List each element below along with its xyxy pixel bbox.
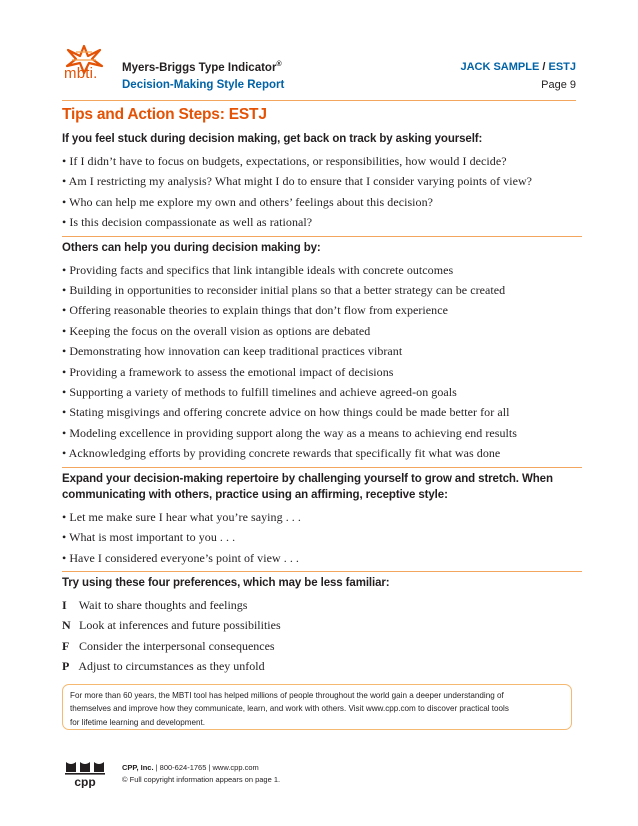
person-name: JACK SAMPLE [460,61,540,73]
list-item: • Am I restricting my analysis? What might I do to ensure that I consider varying points of view? [62,171,582,191]
company-contact [122,763,259,772]
list-item: • If I didn’t have to focus on budgets, expectations, or responsibilities, how would I decide? [62,151,582,171]
footer-box-line: for lifetime learning and development. [70,717,205,727]
cpp-logo-icon [64,760,108,788]
footer-info-box [62,684,572,730]
list-item: • Modeling excellence in providing support along the way as a means to achieving end results [62,423,582,443]
section-heading-others: Others can help you during decision making by: [62,241,321,254]
page-number: Page 9 [541,79,576,91]
preference-text: Adjust to circumstances as they unfold [78,659,265,674]
list-item: • Keeping the focus on the overall vision as options are debated [62,321,582,341]
copyright-note: © Full copyright information appears on page 1. [122,775,281,784]
preference-item [62,595,582,615]
list-item: • Who can help me explore my own and others’ feelings about this decision? [62,192,582,212]
header-divider [62,100,576,101]
others-help-list [62,260,582,464]
list-item: • Providing a framework to assess the emotional impact of decisions [62,362,582,382]
section-divider [62,467,582,468]
section-heading-stuck: If you feel stuck during decision making, get back on track by asking yourself: [62,133,483,145]
company-name: CPP, Inc. [122,763,154,772]
type-code: ESTJ [548,61,576,73]
list-item: • Supporting a variety of methods to fulfill timelines and achieve agreed-on goals [62,382,582,402]
list-item: • Let me make sure I hear what you’re saying . . . [62,507,582,527]
list-item: • Acknowledging efforts by providing concrete rewards that specifically fit what was done [62,443,582,463]
preference-item [62,615,582,635]
stuck-questions-list [62,151,582,233]
list-item: • What is most important to you . . . [62,527,582,547]
preference-letter: F [62,638,70,653]
affirming-style-list [62,507,582,568]
contact-info: | 800-624-1765 | www.cpp.com [155,763,259,772]
list-item: • Have I considered everyone’s point of view . . . [62,548,582,568]
list-item: • Stating misgivings and offering concrete advice on how things could be made better for all [62,402,582,422]
product-name: Myers-Briggs Type Indicator® [122,61,282,74]
preference-text: Consider the interpersonal consequences [79,638,275,653]
report-title: Decision-Making Style Report [122,79,285,91]
list-item: • Providing facts and specifics that link intangible ideals with concrete outcomes [62,260,582,280]
page-title: Tips and Action Steps: ESTJ [62,106,267,123]
list-item: • Demonstrating how innovation can keep traditional practices vibrant [62,341,582,361]
main-content [62,106,582,677]
separator: / [542,61,546,73]
list-item: • Is this decision compassionate as well as rational? [62,212,582,232]
preferences-list [62,595,582,677]
preference-letter: N [62,618,71,633]
preference-letter: P [62,659,70,674]
footer-box-line: themselves and improve how they communicate, learn, and work with others. Visit www.cpp.com to discover practical tools [70,704,509,714]
list-item: • Building in opportunities to reconsider initial plans so that a better strategy can be created [62,280,582,300]
preference-text: Wait to share thoughts and feelings [78,597,248,612]
person-type-label [460,61,576,73]
section-divider [62,571,582,572]
preference-text: Look at inferences and future possibilities [79,618,281,633]
preference-item [62,636,582,656]
preference-item [62,656,582,676]
list-item: • Offering reasonable theories to explain things that don’t flow from experience [62,300,582,320]
cpp-logo-text: cpp [74,775,96,788]
preference-letter: I [62,597,67,612]
section-heading-expand: Expand your decision-making repertoire by challenging yourself to grow and stretch. When communicating with others, practice using an affirming, receptive style: [62,472,553,501]
section-heading-preferences: Try using these four preferences, which may be less familiar: [62,576,390,589]
footer-box-line: For more than 60 years, the MBTI tool has helped millions of people throughout the world gain a deeper understanding of [70,691,504,700]
section-divider [62,236,582,237]
mbti-logo-text: mbti. [64,65,98,82]
